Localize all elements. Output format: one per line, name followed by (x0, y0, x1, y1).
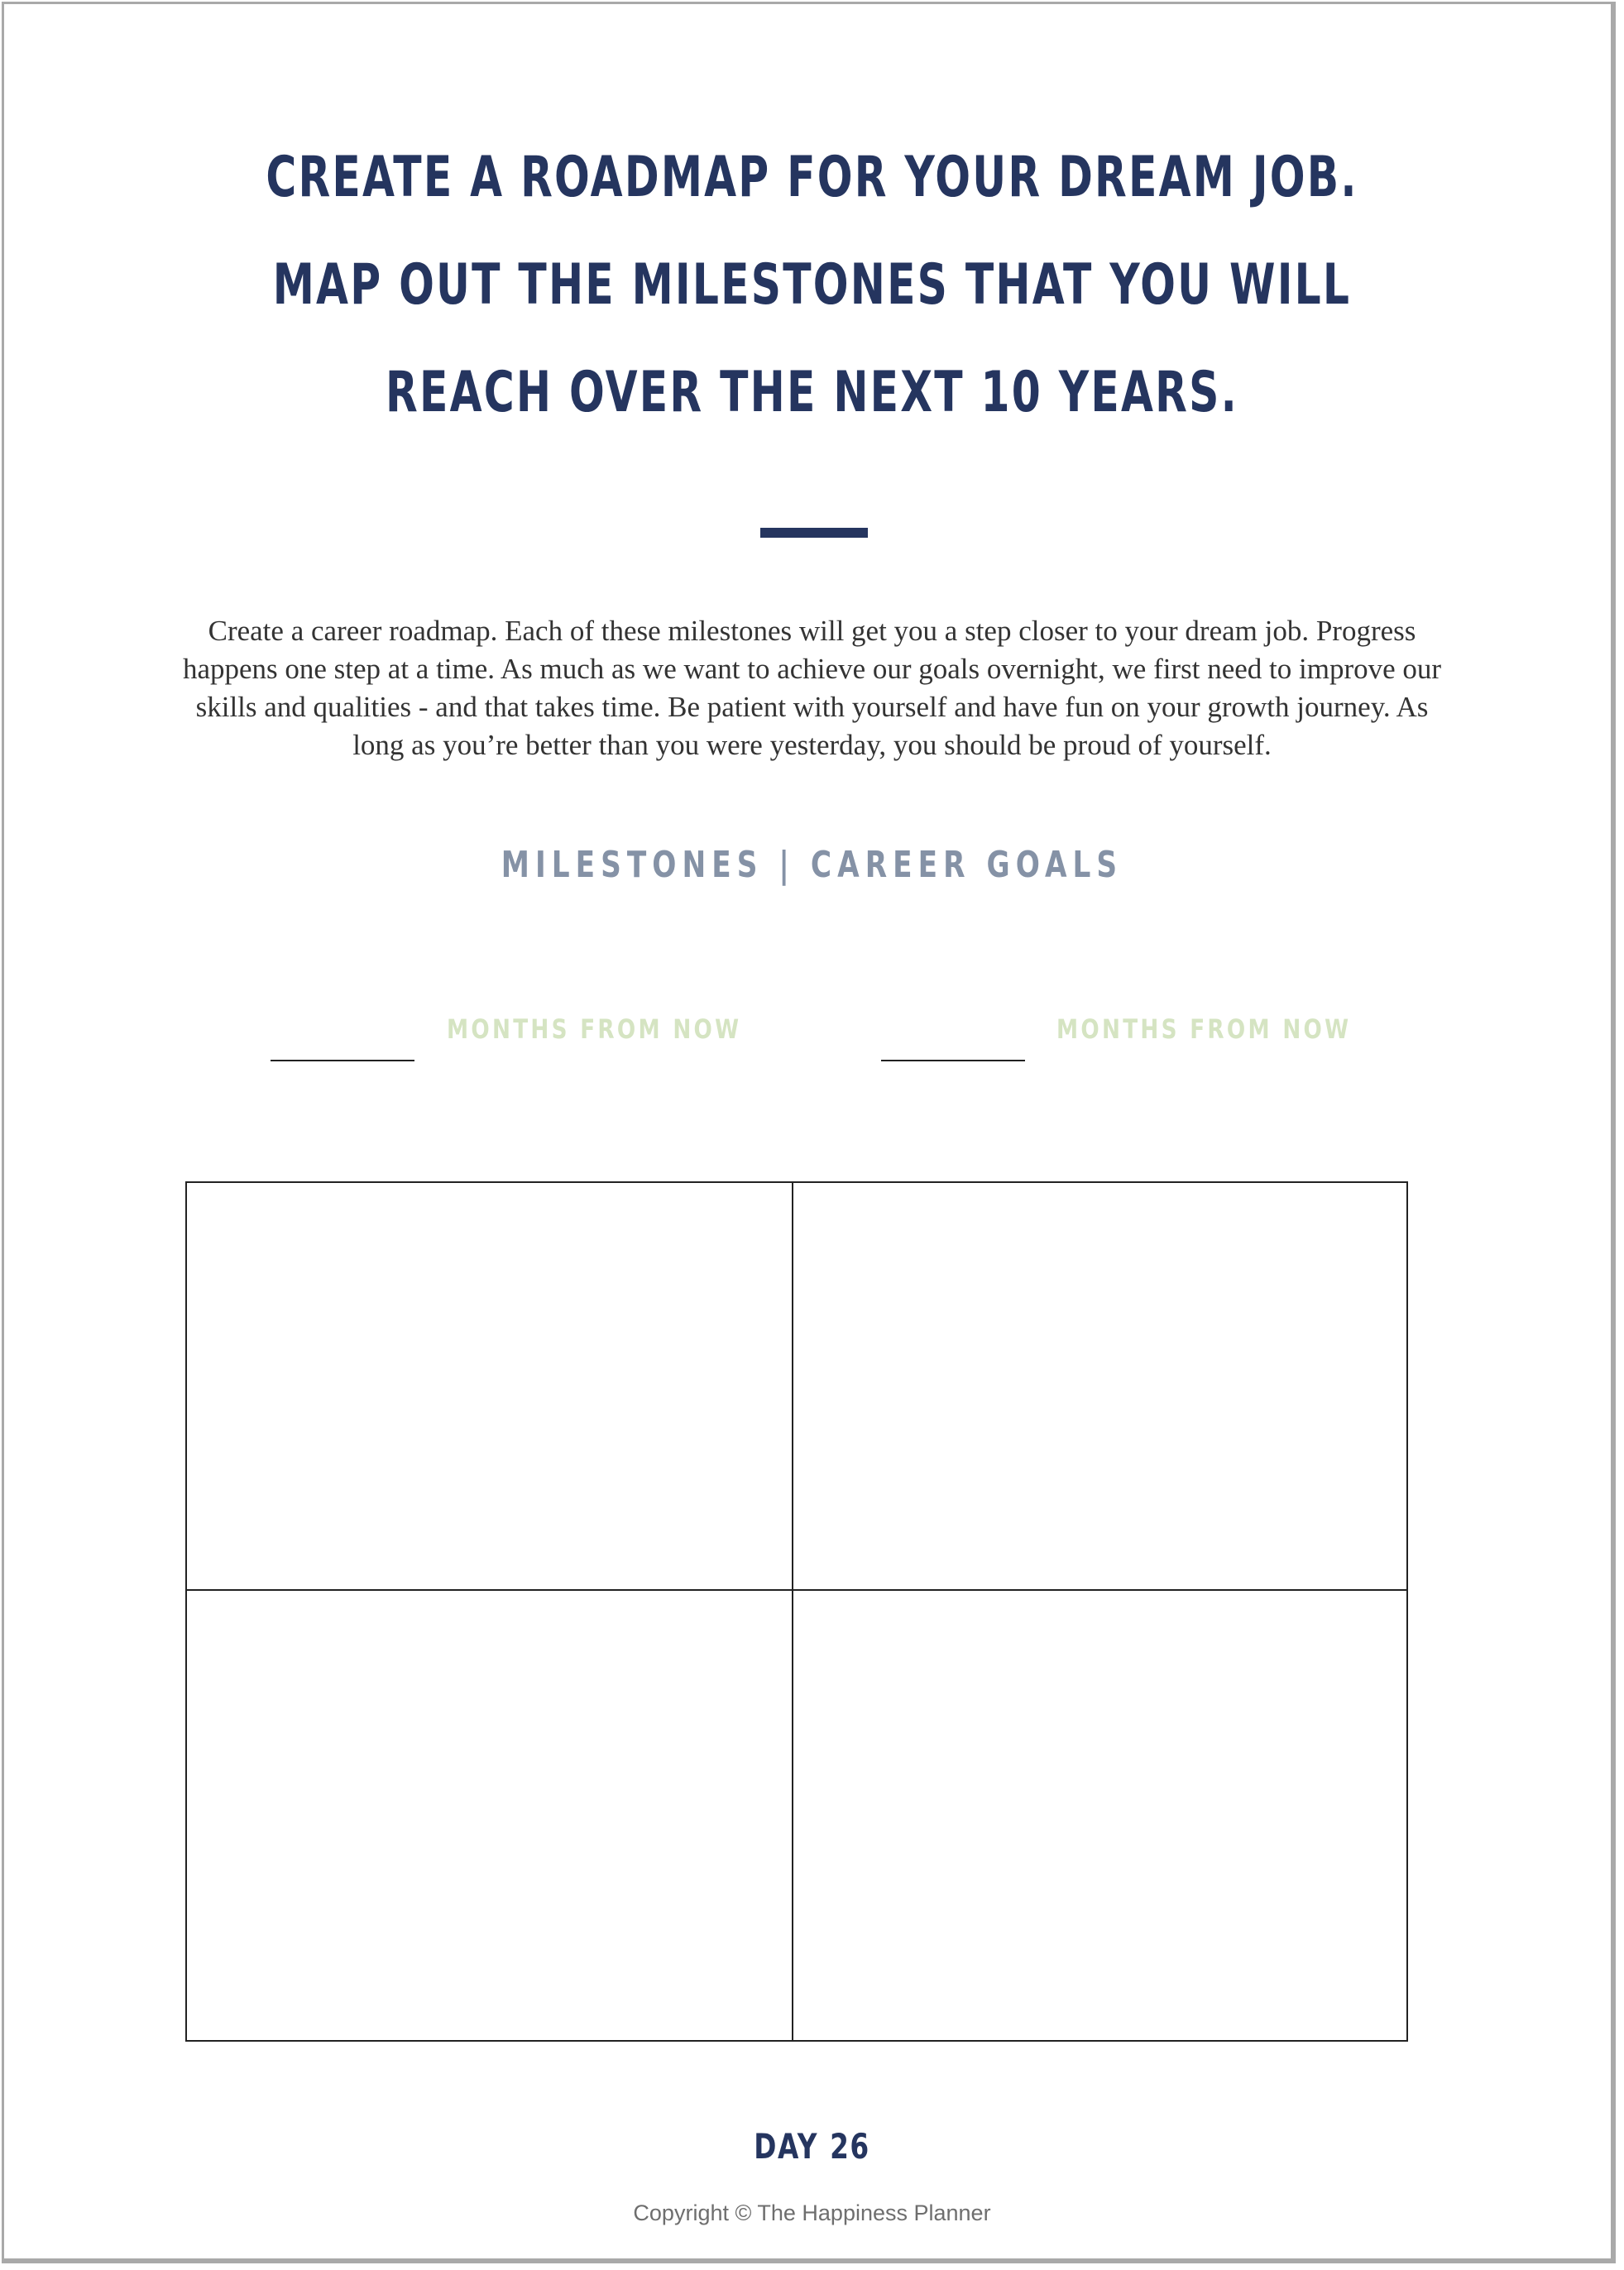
title-line-2: MAP OUT THE MILESTONES THAT YOU WILL (272, 252, 1352, 318)
grid-horizontal-divider (185, 1589, 1408, 1591)
day-label (179, 2126, 1445, 2167)
title-line-3: REACH OVER THE NEXT 10 YEARS. (386, 360, 1238, 425)
page-title (211, 124, 1413, 447)
grid-vertical-divider (792, 1181, 793, 2042)
section-heading: MILESTONES | CAREER GOALS (501, 844, 1123, 886)
milestone-cell-bottom-left[interactable] (187, 1592, 791, 2040)
milestone-cell-top-left[interactable] (187, 1183, 791, 1588)
milestone-cell-top-right[interactable] (794, 1183, 1406, 1588)
months-input-line-1[interactable] (271, 1060, 414, 1061)
title-line-1: CREATE A ROADMAP FOR YOUR DREAM JOB. (266, 145, 1358, 210)
day-number: 26 (830, 2126, 870, 2167)
months-label-1: MONTHS FROM NOW (447, 1013, 742, 1045)
months-input-line-2[interactable] (881, 1060, 1025, 1061)
milestone-cell-bottom-right[interactable] (794, 1592, 1406, 2040)
months-label-2: MONTHS FROM NOW (1056, 1013, 1352, 1045)
day-text: DAY (754, 2126, 819, 2167)
copyright-notice: Copyright © The Happiness Planner (633, 2201, 991, 2225)
intro-paragraph: Create a career roadmap. Each of these milestones will get you a step closer to your dream job. Progress happens one step at a time. As much as we want to achieve our goals overnight, we first need to improve our skills and qualities - and that takes time. Be patient with yourself and have fun on your growth journey. As long as you’re better than you were yesterday, you should be proud of yourself. (182, 615, 1442, 761)
title-divider (760, 528, 868, 538)
